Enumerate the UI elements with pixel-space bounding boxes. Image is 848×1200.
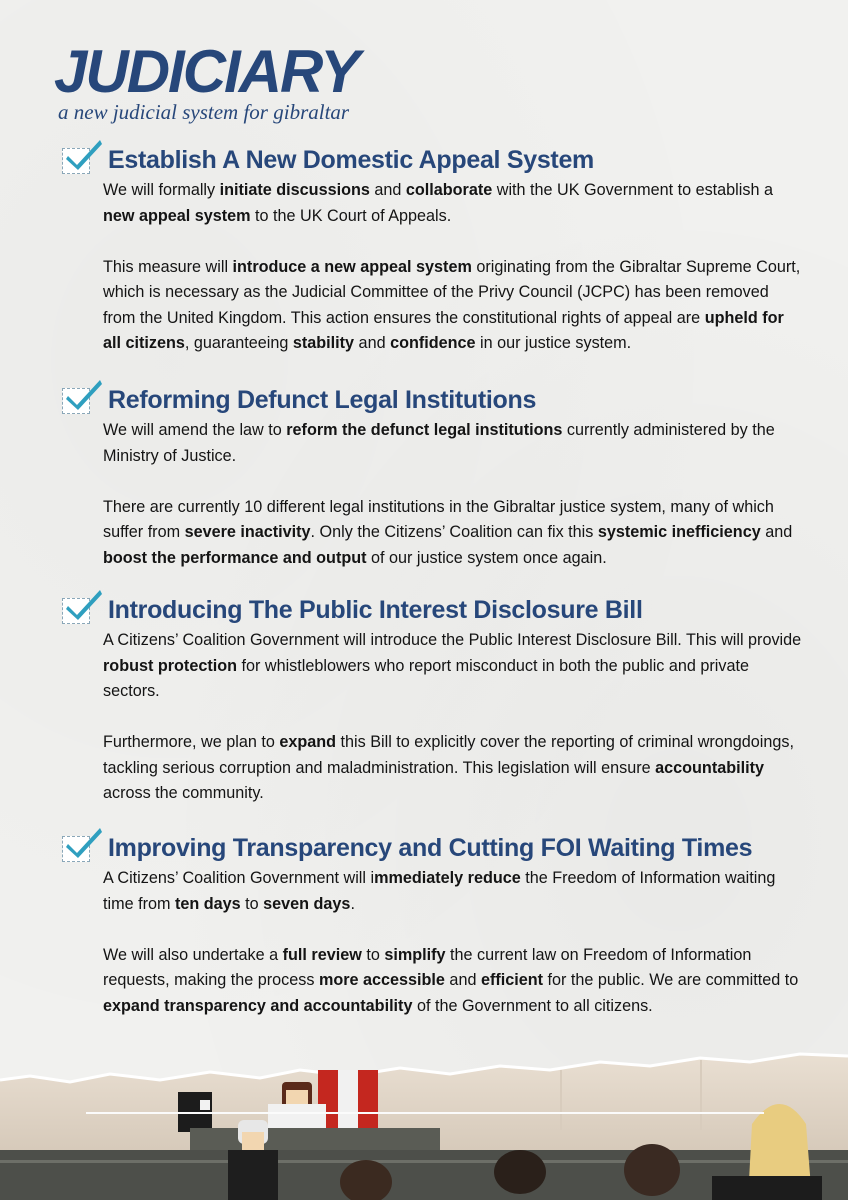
- section-paragraph: [103, 418, 802, 469]
- text-run: this Bill to explicitly cover the reporting of criminal wrongdoings, tackling serious corruption and maladministration. This legislation will ensure: [103, 733, 794, 777]
- bold-text: confidence: [390, 334, 476, 352]
- section-paragraph: [103, 495, 802, 572]
- text-run: with the UK Government to establish a: [492, 181, 773, 199]
- page-title: JUDICIARY: [54, 38, 359, 105]
- section-paragraph: [103, 628, 802, 705]
- bold-text: expand: [279, 733, 337, 751]
- section-paragraph: [103, 730, 802, 807]
- text-run: , guaranteeing: [184, 334, 293, 352]
- text-run: We will also undertake a: [103, 945, 283, 964]
- bold-text: mmediately reduce: [374, 869, 521, 887]
- text-run: .: [350, 894, 355, 913]
- text-run: across the community.: [103, 784, 264, 802]
- page-header: [54, 38, 359, 124]
- section-paragraph: [103, 178, 802, 229]
- text-run: We will formally: [103, 181, 220, 199]
- bold-text: accountability: [655, 758, 764, 777]
- checkmark-icon: [64, 824, 104, 860]
- text-run: of our justice system once again.: [366, 548, 607, 567]
- text-run: and: [354, 334, 391, 352]
- bold-text: more accessible: [318, 971, 445, 989]
- section-paragraph: [103, 866, 802, 917]
- bold-text: initiate discussions: [219, 181, 370, 199]
- text-run: There are currently 10 different legal institutions in the Gibraltar justice system, many of which suffer from: [103, 497, 774, 541]
- footer-divider: [86, 1112, 764, 1114]
- bold-text: reform the defunct legal institutions: [286, 421, 563, 439]
- bold-text: ten days: [174, 894, 241, 913]
- courtroom-scene-image: [0, 1000, 848, 1200]
- text-run: and: [369, 181, 406, 199]
- bold-text: introduce a new appeal system: [232, 257, 472, 276]
- text-run: to: [361, 945, 385, 964]
- text-run: and: [444, 971, 481, 989]
- text-run: originating from the Gibraltar Supreme Court, which is necessary as the Judicial Committee of the Privy Council (JCPC) has been removed from the United Kingdom. This action ensures the constitutional rights of appeal are: [103, 257, 801, 327]
- text-run: the Freedom of Information waiting time from: [103, 869, 776, 913]
- text-run: and: [760, 523, 793, 541]
- bold-text: efficient: [480, 971, 544, 989]
- text-run: in our justice system.: [475, 334, 632, 352]
- text-run: to the UK Court of Appeals.: [250, 206, 452, 225]
- section-paragraph: [103, 255, 802, 357]
- text-run: Furthermore, we plan to: [103, 733, 280, 751]
- section-4: [62, 830, 802, 1019]
- section-2: [62, 382, 802, 571]
- text-run: the current law on Freedom of Information requests, making the process: [103, 945, 752, 989]
- text-run: for whistleblowers who report misconduct in both the public and private sectors.: [103, 656, 749, 700]
- section-title: Improving Transparency and Cutting FOI Waiting Times: [108, 834, 753, 862]
- bold-text: robust protection: [103, 656, 237, 675]
- section-3: [62, 592, 802, 807]
- bold-text: boost the performance and output: [103, 548, 367, 567]
- bold-text: full review: [282, 945, 362, 964]
- text-run: A Citizens’ Coalition Government will i: [103, 869, 375, 887]
- text-run: to: [240, 894, 264, 913]
- bold-text: systemic inefficiency: [597, 523, 761, 541]
- text-run: This measure will: [103, 257, 233, 276]
- section-title: Establish A New Domestic Appeal System: [108, 146, 594, 174]
- section-heading: [62, 830, 802, 866]
- text-run: currently administered by the Ministry of Justice.: [103, 421, 775, 465]
- bold-text: simplify: [384, 945, 446, 964]
- section-title: Reforming Defunct Legal Institutions: [108, 386, 537, 414]
- bold-text: stability: [292, 334, 355, 352]
- text-run: . Only the Citizens’ Coalition can fix this: [310, 523, 598, 541]
- section-heading: [62, 142, 802, 178]
- bold-text: collaborate: [405, 181, 493, 199]
- page-subtitle: a new judicial system for gibraltar: [58, 100, 350, 124]
- text-run: We will amend the law to: [103, 421, 287, 439]
- bold-text: upheld for all citizens: [103, 308, 784, 352]
- checkmark-icon: [64, 586, 104, 622]
- bold-text: new appeal system: [103, 206, 251, 225]
- text-run: of the Government to all citizens.: [412, 996, 653, 1015]
- section-heading: [62, 382, 802, 418]
- checkmark-icon: [64, 136, 104, 172]
- bold-text: severe inactivity: [184, 523, 311, 541]
- bold-text: seven days: [263, 894, 351, 913]
- section-1: [62, 142, 802, 357]
- text-run: A Citizens’ Coalition Government will introduce the Public Interest Disclosure Bill. This will provide: [103, 631, 802, 649]
- section-title: Introducing The Public Interest Disclosure Bill: [108, 596, 643, 624]
- bold-text: expand transparency and accountability: [103, 996, 413, 1015]
- section-heading: [62, 592, 802, 628]
- checkmark-icon: [64, 376, 104, 412]
- text-run: for the public. We are committed to: [543, 971, 799, 989]
